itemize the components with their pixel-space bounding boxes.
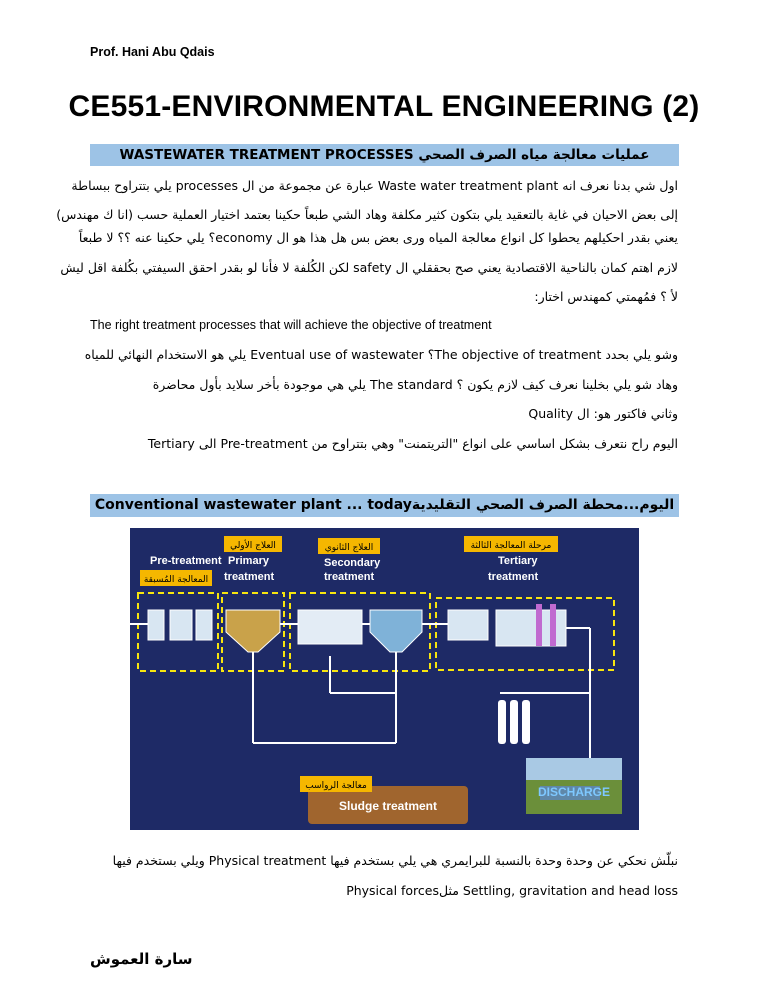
ar-tertiary-label: مرحلة المعالجة الثالثة <box>470 541 552 551</box>
paragraph-line: وشو يلي بحدد The objective of treatment؟ Eventual use of wastewater يلي هو الاستخدام النهائي للمياه <box>84 347 678 362</box>
primary-label: Primary <box>228 555 269 567</box>
paragraph-line: يعني بقدر احكيلهم يحطوا كل انواع معالجة المياه ورى بعض بس هل هذا هو ال economy؟ يلي حكينا عنه ؟؟ لا طبعاً <box>78 230 678 245</box>
cartridge-filter <box>510 700 518 744</box>
cartridge-filter <box>498 700 506 744</box>
ar-pre-label: المعالجة المُسبقة <box>143 575 209 585</box>
uv-lamp <box>550 604 556 646</box>
paragraph-line: Settling, gravitation and head loss مثلPhysical forces <box>346 883 678 898</box>
paragraph-line: لأ ؟ فمُهمتي كمهندس اختار: <box>534 289 678 304</box>
paragraph-line: وهاد شو يلي بخلينا نعرف كيف لازم يكون ؟ The standard يلي هي موجودة بأخر سلايد بأول محاضرة <box>152 377 678 392</box>
secondary-treatment-label: treatment <box>324 571 375 583</box>
discharge-label: DISCHARGE <box>537 785 611 799</box>
equalization-unit <box>196 610 212 640</box>
sludge-label: Sludge treatment <box>338 799 438 813</box>
ar-sludge-label: معالجة الرواسب <box>305 781 367 791</box>
ar-secondary-label: العلاج الثانوي <box>324 543 374 553</box>
section-heading-conventional-plant: Conventional wastewater plant ... todayاليوم...محطة الصرف الصحي التقليدية <box>90 494 679 517</box>
pretreatment-label: Pre-treatment <box>150 555 222 567</box>
paragraph-line: لازم اهتم كمان بالناحية الاقتصادية يعني صح بحققلي ال safety لكن الكُلفة لا فأنا لو بقدر احقق السيفتي بكُلفة اقل ليش <box>60 260 678 275</box>
paragraph-line: وثاني فاكتور هو: ال Quality <box>528 406 678 421</box>
primary-treatment-label: treatment <box>224 571 275 583</box>
tertiary-label: Tertiary <box>498 555 538 567</box>
cartridge-filter <box>522 700 530 744</box>
aeration-tank <box>298 610 362 644</box>
paragraph-line: اليوم راح نتعرف بشكل اساسي على انواع "التريتمنت" وهي بتتراوح من Pre-treatment الى Tertiary <box>147 436 678 451</box>
author-name: Prof. Hani Abu Qdais <box>90 45 215 59</box>
screen-unit <box>148 610 164 640</box>
paragraph-line: اول شي بدنا نعرف انه Waste water treatment plant عبارة عن مجموعة من ال processes يلي بتتراوح ببساطة <box>71 178 678 193</box>
footer-name: سارة العموش <box>90 950 193 968</box>
secondary-label: Secondary <box>324 557 381 569</box>
tertiary-filter <box>448 610 488 640</box>
page-title: CE551-ENVIRONMENTAL ENGINEERING (2) <box>68 90 700 123</box>
paragraph-line: إلى بعض الاحيان في غاية بالتعقيد يلي بتكون كثير مكلفة وهاد الشي طبعاً حكينا بعتمد اختيار العملية حسب (انا ك مهندس) <box>56 207 678 222</box>
treatment-plant-diagram <box>130 528 639 830</box>
grit-chamber <box>170 610 192 640</box>
uv-lamp <box>536 604 542 646</box>
english-line: The right treatment processes that will achieve the objective of treatment <box>90 318 492 332</box>
ar-primary-label: العلاج الأولي <box>230 541 276 551</box>
tertiary-treatment-label: treatment <box>488 571 539 583</box>
section-heading-processes: WASTEWATER TREATMENT PROCESSES عمليات معالجة مياه الصرف الصحي <box>90 144 679 166</box>
paragraph-line: نبلّش نحكي عن وحدة وحدة بالنسبة للبرايمري هي يلي بستخدم فيها Physical treatment ويلي بستخدم فيها <box>112 853 678 868</box>
